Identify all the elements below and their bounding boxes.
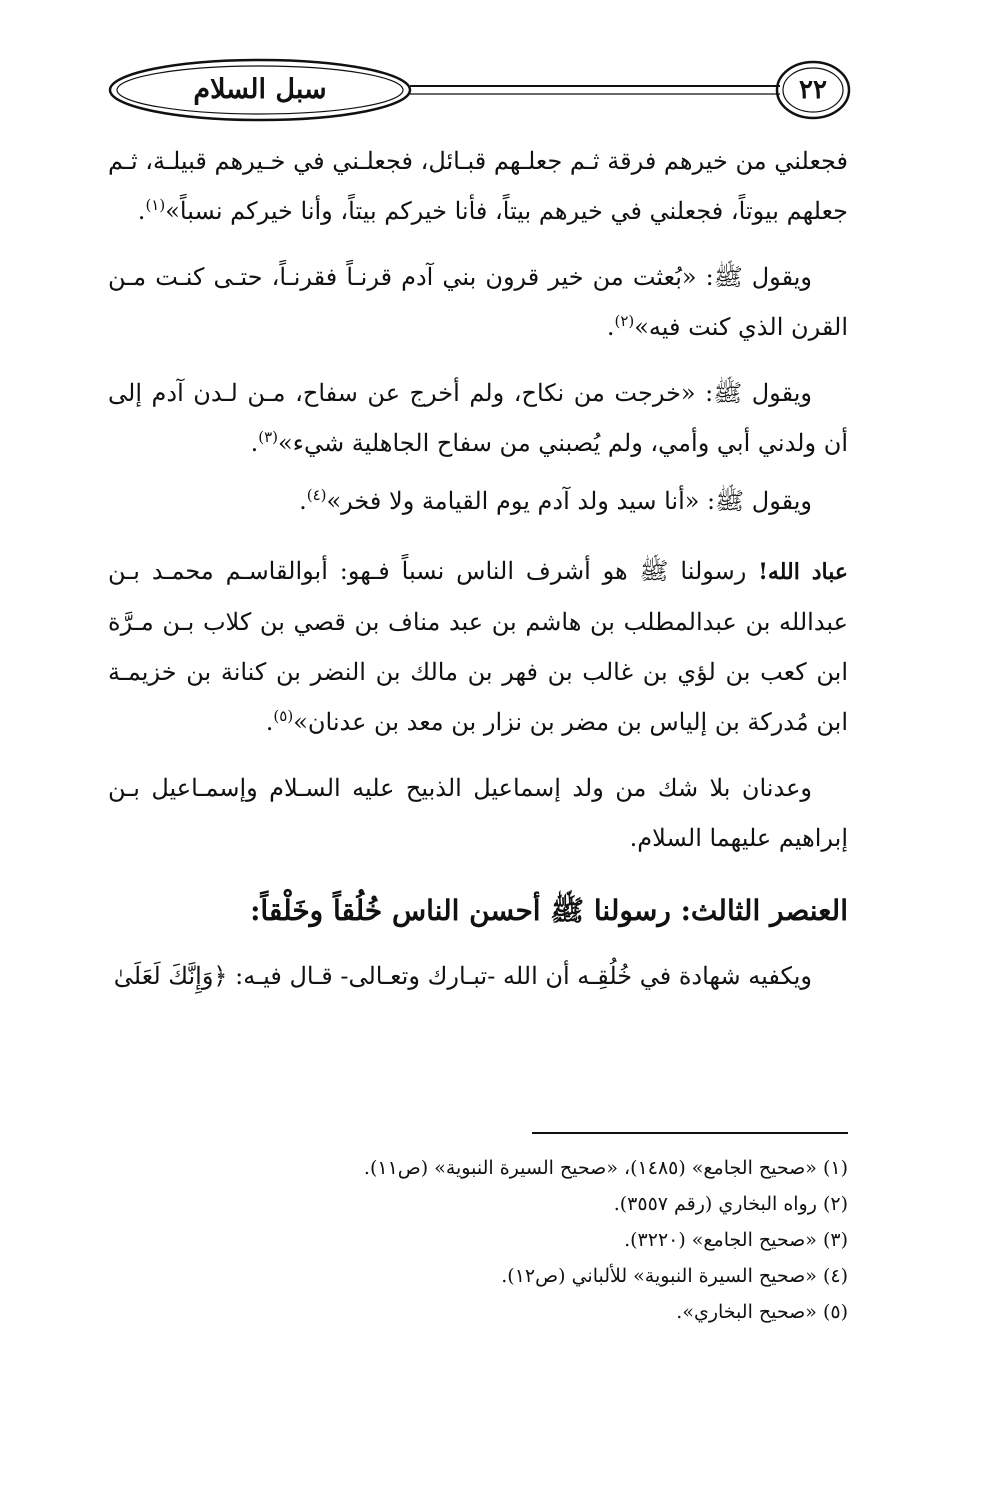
footnote: (٣) «صحيح الجامع» (٣٢٢٠). — [624, 1229, 848, 1251]
paragraph: وعدنان بلا شك من ولد إسماعيل الذبيح عليه السـلام وإسمـاعيل بـن إبراهيم عليهما السلام. — [108, 774, 848, 852]
footnote: (١) «صحيح الجامع» (١٤٨٥)، «صحيح السيرة النبوية» (ص١١). — [363, 1157, 848, 1179]
paragraph: ويقول ﷺ: «بُعثت من خير قرون بني آدم قرنـاً فقرنـاً، حتـى كنـت مـن القرن الذي كنت فيه»$^{(٢)}$. — [108, 263, 848, 341]
footnote-ref[interactable]: (٥) — [273, 707, 294, 725]
lead-word: عباد الله! — [758, 559, 848, 585]
footnote: (٢) رواه البخاري (رقم ٣٥٥٧). — [613, 1193, 848, 1215]
paragraph: فجعلني من خيرهم فرقة ثـم جعلـهم قبـائل، فجعلـني في خـيرهم قبيلـة، ثـم جعلهم بيوتاً، فجعلني في خيرهم بيتاً، فأنا خيركم بيتاً، وأنا خيركم نسباً»$^{(١)}$. — [107, 147, 848, 225]
running-title: سبل السلام — [193, 74, 327, 105]
page-header — [100, 48, 860, 128]
paragraph: ويكفيه شهادة في خُلُقِـه أن الله -تبـارك وتعـالى- قـال فيـه: ﴿وَإِنَّكَ لَعَلَىٰ — [113, 962, 812, 990]
section-heading: العنصر الثالث: رسولنا ﷺ أحسن الناس خُلُقاً وخَلْقاً: — [250, 894, 848, 927]
body-text — [108, 136, 848, 1001]
footnotes — [108, 1150, 848, 1330]
paragraph: عباد الله! رسولنا ﷺ هو أشرف الناس نسباً فـهو: أبوالقاسـم محمـد بـن عبدالله بن عبدالمطلب بن هاشم بن عبد مناف بن قصي بن كلاب بـن مـرَّة ابن كعب بن لؤي بن غالب بن فهر بن مالك بن النضر بن كنانة بن خزيمـة ابن مُدركة بن إلياس بن مضر بن نزار بن معد بن عدنان»$^{(٥)}$. — [108, 557, 848, 736]
footnote-ref[interactable]: (٤) — [306, 486, 327, 504]
footnote-ref[interactable]: (١) — [145, 196, 166, 214]
footnote-ref[interactable]: (٢) — [614, 312, 635, 330]
footnote: (٤) «صحيح السيرة النبوية» للألباني (ص١٢). — [501, 1265, 848, 1287]
footnote-ref[interactable]: (٣) — [258, 428, 279, 446]
paragraph: ويقول ﷺ: «خرجت من نكاح، ولم أخرج عن سفاح، مـن لـدن آدم إلى أن ولدني أبي وأمي، ولم يُصبني من سفاح الجاهلية شيء»$^{(٣)}$. — [108, 379, 848, 457]
paragraph: ويقول ﷺ: «أنا سيد ولد آدم يوم القيامة ولا فخر»$^{(٤)}$. — [299, 486, 812, 515]
page-number: ٢٢ — [799, 75, 827, 105]
footnote-separator — [532, 1132, 848, 1134]
footnote: (٥) «صحيح البخاري». — [676, 1301, 848, 1323]
